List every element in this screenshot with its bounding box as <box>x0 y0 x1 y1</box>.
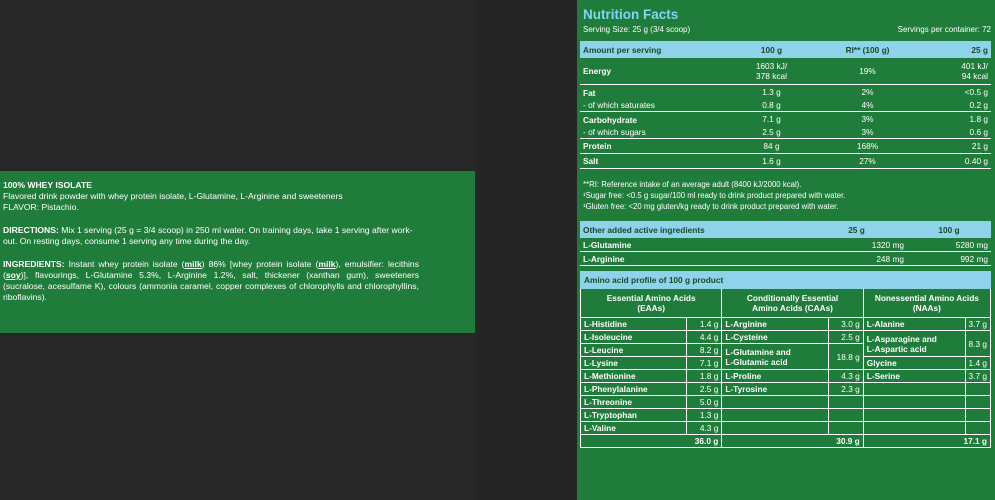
amino-row <box>581 318 991 331</box>
caa-empty <box>828 422 863 435</box>
caa-empty <box>828 396 863 409</box>
eaa-name: L-Tryptophan <box>581 409 687 422</box>
eaa-value: 7.1 g <box>687 357 722 370</box>
footnote-gluten: ¹Gluten free: <20 mg gluten/kg ready to drink product prepared with water. <box>583 202 839 211</box>
arginine-100g: 992 mg <box>907 252 991 266</box>
fat-25g: <0.5 g <box>964 87 988 97</box>
eaa-name: L-Phenylalanine <box>581 383 687 396</box>
naa-empty <box>863 383 965 396</box>
saturates-row <box>580 99 991 112</box>
caa-empty <box>722 396 829 409</box>
nutrition-table <box>580 41 991 169</box>
amino-row <box>581 370 991 383</box>
protein-label: Protein <box>580 139 726 154</box>
carb-ri: 3% <box>861 114 874 124</box>
amino-title-row <box>581 272 991 289</box>
fat-100g: 1.3 g <box>762 87 781 97</box>
glutamine-label: L-Glutamine <box>580 238 806 252</box>
footnote-ri: **RI: Reference intake of an average adult (8400 kJ/2000 kcal). <box>583 180 802 189</box>
energy-100g: 1603 kJ/ 378 kcal <box>726 58 817 85</box>
caa-value: 2.5 g <box>828 331 863 344</box>
carb-25g: 1.8 g <box>969 114 988 124</box>
protein-ri: 168% <box>817 139 918 154</box>
eaa-name: L-Leucine <box>581 344 687 357</box>
eaa-value: 1.8 g <box>687 370 722 383</box>
naa-empty <box>965 409 990 422</box>
glutamine-100g: 5280 mg <box>907 238 991 252</box>
serving-size: Serving Size: 25 g (3/4 scoop) <box>583 25 691 34</box>
caa-total: 30.9 g <box>722 435 863 448</box>
energy-row <box>580 58 991 85</box>
caa-name: L-Cysteine <box>722 331 829 344</box>
eaa-name: L-Valine <box>581 422 687 435</box>
fat-label: Fat <box>583 88 596 98</box>
eaa-value: 2.5 g <box>687 383 722 396</box>
naa-empty <box>863 409 965 422</box>
eaa-value: 4.3 g <box>687 422 722 435</box>
header-100g: 100 g <box>726 41 817 58</box>
directions-text: Mix 1 serving (25 g = 3/4 scoop) in 250 ml water. On training days, take 1 serving after work-out. On resting days, consume 1 serving any time during the day. <box>3 225 413 246</box>
serving-info <box>583 25 991 34</box>
nutrition-header-row <box>580 41 991 58</box>
amino-row <box>581 396 991 409</box>
energy-ri: 19% <box>817 58 918 85</box>
amino-acid-table <box>580 271 991 448</box>
naa-name: L-Serine <box>863 370 965 383</box>
energy-label: Energy <box>580 58 726 85</box>
naa-header: Nonessential Amino Acids (NAAs) <box>863 289 990 318</box>
naa-value: 8.3 g <box>965 331 990 357</box>
salt-row <box>580 154 991 169</box>
saturates-ri: 4% <box>817 99 918 112</box>
product-flavor: FLAVOR: Pistachio. <box>3 202 79 212</box>
eaa-value: 1.4 g <box>687 318 722 331</box>
header-amount: Amount per serving <box>580 41 726 58</box>
caa-empty <box>722 422 829 435</box>
allergen-milk-2: milk <box>318 259 336 269</box>
caa-value: 3.0 g <box>828 318 863 331</box>
salt-label: Salt <box>580 154 726 169</box>
arginine-label: L-Arginine <box>580 252 806 266</box>
arginine-25g: 248 mg <box>806 252 907 266</box>
naa-total: 17.1 g <box>863 435 990 448</box>
fat-ri: 2% <box>861 87 874 97</box>
amino-title: Amino acid profile of 100 g product <box>581 272 991 289</box>
protein-row <box>580 139 991 154</box>
eaa-name: L-Isoleucine <box>581 331 687 344</box>
eaa-value: 8.2 g <box>687 344 722 357</box>
carb-100g: 7.1 g <box>762 114 781 124</box>
protein-100g: 84 g <box>726 139 817 154</box>
eaa-value: 5.0 g <box>687 396 722 409</box>
naa-name: L-Asparagine and L-Aspartic acid <box>863 331 965 357</box>
directions-label: DIRECTIONS: <box>3 225 59 235</box>
ingredients-text-4: )], flavourings, L-Glutamine 5.3%, L-Arginine 1.2%, salt, thickener (xanthan gum), sweeteners (sucralose, acesulfame K), colours (ammonia caramel, copper complexes of chlorophylls and chlorophyllins, riboflavins). <box>3 270 419 302</box>
ingredients-text-2: ) 86% [whey protein isolate ( <box>201 259 319 269</box>
caa-value: 4.3 g <box>828 370 863 383</box>
amino-totals-row <box>581 435 991 448</box>
fat-row <box>580 85 991 100</box>
active-ingredients-table <box>580 221 991 266</box>
carb-label: Carbohydrate <box>583 115 637 125</box>
protein-25g: 21 g <box>918 139 991 154</box>
eaa-value: 1.3 g <box>687 409 722 422</box>
amino-col-headers <box>581 289 991 318</box>
active-header-label: Other added active ingredients <box>580 221 806 238</box>
glutamine-row <box>580 238 991 252</box>
saturates-25g: 0.2 g <box>918 99 991 112</box>
caa-value: 18.8 g <box>828 344 863 370</box>
naa-empty <box>863 422 965 435</box>
caa-empty <box>722 409 829 422</box>
eaa-total: 36.0 g <box>581 435 722 448</box>
nutrition-title: Nutrition Facts <box>583 7 679 22</box>
carb-row <box>580 112 991 127</box>
arginine-row <box>580 252 991 266</box>
ingredients-text-3: ), emulsifier: lecithins ( <box>3 259 420 280</box>
amino-row <box>581 409 991 422</box>
saturates-100g: 0.8 g <box>726 99 817 112</box>
allergen-soy: soy <box>5 270 21 280</box>
header-25g: 25 g <box>918 41 991 58</box>
amino-row <box>581 422 991 435</box>
naa-empty <box>863 396 965 409</box>
naa-value: 3.7 g <box>965 318 990 331</box>
amino-row <box>581 383 991 396</box>
eaa-name: L-Histidine <box>581 318 687 331</box>
naa-value: 3.7 g <box>965 370 990 383</box>
sugars-label: - of which sugars <box>580 126 726 139</box>
sugars-25g: 0.6 g <box>918 126 991 139</box>
glutamine-25g: 1320 mg <box>806 238 907 252</box>
active-header-100g: 100 g <box>907 221 991 238</box>
product-name: 100% WHEY ISOLATE <box>3 180 92 190</box>
eaa-name: L-Threonine <box>581 396 687 409</box>
footnotes <box>583 179 845 212</box>
active-header-row <box>580 221 991 238</box>
product-info-band <box>0 171 475 333</box>
ingredients-label: INGREDIENTS: <box>3 259 65 269</box>
caa-name: L-Glutamine and L-Glutamic acid <box>722 344 829 370</box>
eaa-value: 4.4 g <box>687 331 722 344</box>
caa-value: 2.3 g <box>828 383 863 396</box>
caa-name: L-Proline <box>722 370 829 383</box>
eaa-header: Essential Amino Acids (EAAs) <box>581 289 722 318</box>
sugars-ri: 3% <box>817 126 918 139</box>
amino-row <box>581 331 991 344</box>
naa-empty <box>965 383 990 396</box>
caa-header: Conditionally Essential Amino Acids (CAAs) <box>722 289 863 318</box>
sugars-row <box>580 126 991 139</box>
eaa-name: L-Lysine <box>581 357 687 370</box>
footnote-sugar: ¹Sugar free: <0.5 g sugar/100 ml ready to drink product prepared with water. <box>583 191 846 200</box>
saturates-label: - of which saturates <box>580 99 726 112</box>
naa-empty <box>965 396 990 409</box>
energy-25g: 401 kJ/ 94 kcal <box>918 58 991 85</box>
active-header-25g: 25 g <box>806 221 907 238</box>
sugars-100g: 2.5 g <box>726 126 817 139</box>
caa-name: L-Tyrosine <box>722 383 829 396</box>
caa-name: L-Arginine <box>722 318 829 331</box>
naa-name: L-Alanine <box>863 318 965 331</box>
naa-empty <box>965 422 990 435</box>
salt-ri: 27% <box>817 154 918 169</box>
eaa-name: L-Methionine <box>581 370 687 383</box>
header-ri: RI** (100 g) <box>817 41 918 58</box>
ingredients-text-1: Instant whey protein isolate ( <box>68 259 185 269</box>
salt-25g: 0.40 g <box>918 154 991 169</box>
allergen-milk-1: milk <box>184 259 202 269</box>
caa-empty <box>828 409 863 422</box>
naa-name: Glycine <box>863 357 965 370</box>
product-description: Flavored drink powder with whey protein isolate, L-Glutamine, L-Arginine and sweeteners <box>3 191 343 201</box>
servings-per-container: Servings per container: 72 <box>897 25 991 34</box>
salt-100g: 1.6 g <box>726 154 817 169</box>
naa-value: 1.4 g <box>965 357 990 370</box>
nutrition-panel <box>577 0 995 500</box>
